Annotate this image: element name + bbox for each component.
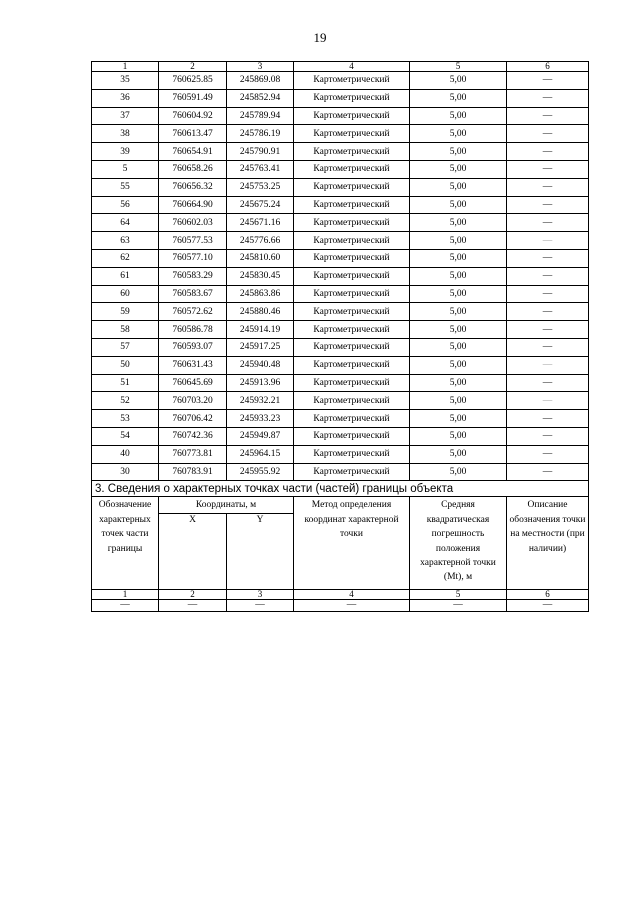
table-row	[92, 463, 589, 481]
x-coordinate-cell: 760742.36	[159, 427, 227, 445]
y-coordinate-cell: 245763.41	[227, 160, 294, 178]
empty-cell: —	[227, 599, 294, 611]
description-cell: —	[507, 143, 589, 161]
method-cell: Картометрический	[294, 392, 410, 410]
description-cell: —	[507, 338, 589, 356]
point-id-cell: 55	[92, 178, 159, 196]
column-number: 1	[92, 62, 159, 72]
x-coordinate-cell: 760664.90	[159, 196, 227, 214]
column-number-row	[92, 62, 589, 72]
point-id-cell: 40	[92, 445, 159, 463]
table-row	[92, 89, 589, 107]
point-id-cell: 5	[92, 160, 159, 178]
description-cell: —	[507, 249, 589, 267]
y-coordinate-cell: 245914.19	[227, 321, 294, 339]
error-cell: 5,00	[410, 214, 507, 232]
description-cell: —	[507, 214, 589, 232]
description-cell: —	[507, 196, 589, 214]
error-cell: 5,00	[410, 427, 507, 445]
error-cell: 5,00	[410, 410, 507, 428]
y-coordinate-cell: 245940.48	[227, 356, 294, 374]
y-coordinate-cell: 245955.92	[227, 463, 294, 481]
method-cell: Картометрический	[294, 160, 410, 178]
description-cell: —	[507, 321, 589, 339]
y-coordinate-cell: 245932.21	[227, 392, 294, 410]
section-3-title-row	[92, 481, 589, 497]
header-method: Метод определения координат характерной точки	[294, 497, 410, 589]
table-row	[92, 214, 589, 232]
x-coordinate-cell: 760583.67	[159, 285, 227, 303]
x-coordinate-cell: 760613.47	[159, 125, 227, 143]
description-cell: —	[507, 463, 589, 481]
error-cell: 5,00	[410, 72, 507, 90]
column-number: 3	[227, 589, 294, 599]
error-cell: 5,00	[410, 374, 507, 392]
method-cell: Картометрический	[294, 445, 410, 463]
y-coordinate-cell: 245917.25	[227, 338, 294, 356]
method-cell: Картометрический	[294, 356, 410, 374]
coordinates-table	[91, 61, 589, 612]
empty-cell: —	[410, 599, 507, 611]
x-coordinate-cell: 760577.53	[159, 232, 227, 250]
x-coordinate-cell: 760625.85	[159, 72, 227, 90]
description-cell: —	[507, 232, 589, 250]
method-cell: Картометрический	[294, 249, 410, 267]
method-cell: Картометрический	[294, 89, 410, 107]
x-coordinate-cell: 760703.20	[159, 392, 227, 410]
y-coordinate-cell: 245869.08	[227, 72, 294, 90]
description-cell: —	[507, 89, 589, 107]
header-error: Средняя квадратическая погрешность положения характерной точки (Mt), м	[410, 497, 507, 589]
x-coordinate-cell: 760783.91	[159, 463, 227, 481]
error-cell: 5,00	[410, 178, 507, 196]
table-row	[92, 72, 589, 90]
y-coordinate-cell: 245949.87	[227, 427, 294, 445]
point-id-cell: 56	[92, 196, 159, 214]
y-coordinate-cell: 245830.45	[227, 267, 294, 285]
error-cell: 5,00	[410, 392, 507, 410]
empty-cell: —	[294, 599, 410, 611]
method-cell: Картометрический	[294, 410, 410, 428]
description-cell: —	[507, 427, 589, 445]
error-cell: 5,00	[410, 321, 507, 339]
section-3-header-row	[92, 497, 589, 513]
description-cell: —	[507, 285, 589, 303]
method-cell: Картометрический	[294, 178, 410, 196]
column-number: 2	[159, 62, 227, 72]
error-cell: 5,00	[410, 160, 507, 178]
empty-cell: —	[92, 599, 159, 611]
method-cell: Картометрический	[294, 214, 410, 232]
point-id-cell: 54	[92, 427, 159, 445]
point-id-cell: 63	[92, 232, 159, 250]
error-cell: 5,00	[410, 143, 507, 161]
table-row	[92, 285, 589, 303]
method-cell: Картометрический	[294, 72, 410, 90]
table-row	[92, 125, 589, 143]
error-cell: 5,00	[410, 463, 507, 481]
y-coordinate-cell: 245790.91	[227, 143, 294, 161]
y-coordinate-cell: 245964.15	[227, 445, 294, 463]
point-id-cell: 60	[92, 285, 159, 303]
y-coordinate-cell: 245753.25	[227, 178, 294, 196]
x-coordinate-cell: 760706.42	[159, 410, 227, 428]
table-row	[92, 445, 589, 463]
x-coordinate-cell: 760645.69	[159, 374, 227, 392]
table-row	[92, 338, 589, 356]
table-row	[92, 303, 589, 321]
y-coordinate-cell: 245880.46	[227, 303, 294, 321]
error-cell: 5,00	[410, 338, 507, 356]
column-number: 2	[159, 589, 227, 599]
error-cell: 5,00	[410, 107, 507, 125]
description-cell: —	[507, 374, 589, 392]
point-id-cell: 30	[92, 463, 159, 481]
method-cell: Картометрический	[294, 232, 410, 250]
method-cell: Картометрический	[294, 196, 410, 214]
description-cell: —	[507, 410, 589, 428]
point-id-cell: 58	[92, 321, 159, 339]
description-cell: —	[507, 303, 589, 321]
column-number: 5	[410, 589, 507, 599]
method-cell: Картометрический	[294, 303, 410, 321]
table-row	[92, 160, 589, 178]
y-coordinate-cell: 245675.24	[227, 196, 294, 214]
error-cell: 5,00	[410, 303, 507, 321]
method-cell: Картометрический	[294, 427, 410, 445]
x-coordinate-cell: 760583.29	[159, 267, 227, 285]
y-coordinate-cell: 245852.94	[227, 89, 294, 107]
x-coordinate-cell: 760602.03	[159, 214, 227, 232]
table-row	[92, 374, 589, 392]
table-row	[92, 107, 589, 125]
point-id-cell: 39	[92, 143, 159, 161]
description-cell: —	[507, 445, 589, 463]
x-coordinate-cell: 760572.62	[159, 303, 227, 321]
y-coordinate-cell: 245913.96	[227, 374, 294, 392]
y-coordinate-cell: 245776.66	[227, 232, 294, 250]
table-row	[92, 410, 589, 428]
y-coordinate-cell: 245863.86	[227, 285, 294, 303]
method-cell: Картометрический	[294, 374, 410, 392]
y-coordinate-cell: 245810.60	[227, 249, 294, 267]
x-coordinate-cell: 760631.43	[159, 356, 227, 374]
table-row	[92, 267, 589, 285]
x-coordinate-cell: 760577.10	[159, 249, 227, 267]
column-number: 6	[507, 589, 589, 599]
x-coordinate-cell: 760658.26	[159, 160, 227, 178]
method-cell: Картометрический	[294, 338, 410, 356]
header-description: Описание обозначения точки на местности (при наличии)	[507, 497, 589, 589]
description-cell: —	[507, 160, 589, 178]
section-3-empty-row	[92, 599, 589, 611]
column-number: 4	[294, 589, 410, 599]
section-3-column-number-row	[92, 589, 589, 599]
method-cell: Картометрический	[294, 285, 410, 303]
error-cell: 5,00	[410, 445, 507, 463]
point-id-cell: 38	[92, 125, 159, 143]
description-cell: —	[507, 356, 589, 374]
error-cell: 5,00	[410, 196, 507, 214]
table-row	[92, 143, 589, 161]
table-row	[92, 178, 589, 196]
error-cell: 5,00	[410, 285, 507, 303]
point-id-cell: 61	[92, 267, 159, 285]
description-cell: —	[507, 107, 589, 125]
description-cell: —	[507, 125, 589, 143]
table-row	[92, 392, 589, 410]
x-coordinate-cell: 760656.32	[159, 178, 227, 196]
point-id-cell: 57	[92, 338, 159, 356]
table-row	[92, 232, 589, 250]
section-3-title: 3. Сведения о характерных точках части (частей) границы объекта	[92, 481, 589, 497]
header-point-designation: Обозначение характерных точек части границы	[92, 497, 159, 589]
x-coordinate-cell: 760654.91	[159, 143, 227, 161]
error-cell: 5,00	[410, 267, 507, 285]
table-row	[92, 321, 589, 339]
column-number: 3	[227, 62, 294, 72]
y-coordinate-cell: 245933.23	[227, 410, 294, 428]
point-id-cell: 62	[92, 249, 159, 267]
x-coordinate-cell: 760604.92	[159, 107, 227, 125]
description-cell: —	[507, 178, 589, 196]
method-cell: Картометрический	[294, 125, 410, 143]
column-number: 6	[507, 62, 589, 72]
method-cell: Картометрический	[294, 463, 410, 481]
point-id-cell: 59	[92, 303, 159, 321]
column-number: 4	[294, 62, 410, 72]
method-cell: Картометрический	[294, 267, 410, 285]
x-coordinate-cell: 760773.81	[159, 445, 227, 463]
error-cell: 5,00	[410, 232, 507, 250]
y-coordinate-cell: 245671.16	[227, 214, 294, 232]
method-cell: Картометрический	[294, 107, 410, 125]
empty-cell: —	[159, 599, 227, 611]
header-x: X	[159, 513, 227, 589]
method-cell: Картометрический	[294, 321, 410, 339]
y-coordinate-cell: 245786.19	[227, 125, 294, 143]
point-id-cell: 35	[92, 72, 159, 90]
page-number: 19	[313, 30, 327, 45]
point-id-cell: 50	[92, 356, 159, 374]
x-coordinate-cell: 760586.78	[159, 321, 227, 339]
error-cell: 5,00	[410, 125, 507, 143]
table-row	[92, 196, 589, 214]
error-cell: 5,00	[410, 89, 507, 107]
column-number: 1	[92, 589, 159, 599]
method-cell: Картометрический	[294, 143, 410, 161]
empty-cell: —	[507, 599, 589, 611]
point-id-cell: 53	[92, 410, 159, 428]
point-id-cell: 64	[92, 214, 159, 232]
y-coordinate-cell: 245789.94	[227, 107, 294, 125]
point-id-cell: 36	[92, 89, 159, 107]
description-cell: —	[507, 72, 589, 90]
header-y: Y	[227, 513, 294, 589]
error-cell: 5,00	[410, 249, 507, 267]
table-row	[92, 356, 589, 374]
table-row	[92, 427, 589, 445]
error-cell: 5,00	[410, 356, 507, 374]
point-id-cell: 51	[92, 374, 159, 392]
column-number: 5	[410, 62, 507, 72]
point-id-cell: 37	[92, 107, 159, 125]
header-coordinates: Координаты, м	[159, 497, 294, 513]
point-id-cell: 52	[92, 392, 159, 410]
table-row	[92, 249, 589, 267]
description-cell: —	[507, 392, 589, 410]
x-coordinate-cell: 760591.49	[159, 89, 227, 107]
description-cell: —	[507, 267, 589, 285]
x-coordinate-cell: 760593.07	[159, 338, 227, 356]
